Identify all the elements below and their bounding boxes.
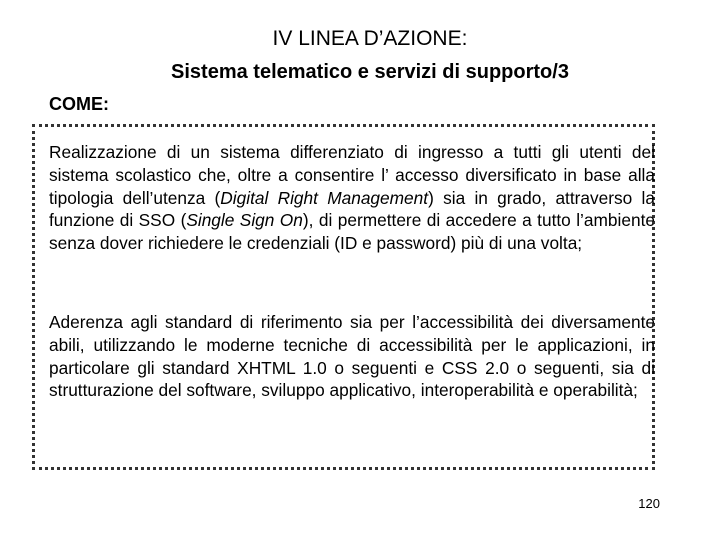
term-sso: Single Sign On <box>186 210 303 231</box>
slide-title-line2: Sistema telematico e servizi di supporto/3 <box>171 61 569 83</box>
section-label: COME: <box>49 94 109 114</box>
page-number: 120 <box>638 496 660 511</box>
paragraph-accessibility: Aderenza agli standard di riferimento sia per l’accessibilità dei diversamente abili, utilizzando le moderne tecniche di accessibilità per le applicazioni, in particolare gli standard XHTML 1.0 o seguenti e CSS 2.0 o seguenti, sia di strutturazione del software, sviluppo applicativo, interoperabilità e operabilità; <box>49 312 655 401</box>
paragraph-text: ) sia in grado, attraverso la funzione di SSO ( <box>49 187 656 231</box>
term-drm: Digital Right Management <box>220 187 429 208</box>
paragraph-access-system <box>49 141 655 255</box>
slide-title-line1: IV LINEA D’AZIONE: <box>272 27 468 50</box>
paragraph-text: Realizzazione di un sistema differenziato di ingresso a tutti gli utenti del sistema scolastico che, oltre a consentire l’ accesso diversificato in base alla tipologia dell’utenza ( <box>49 142 655 208</box>
paragraph-text: ), di permettere di accedere a tutto l’ambiente senza dover richiedere le credenziali (ID e password) più di una volta; <box>49 210 655 254</box>
